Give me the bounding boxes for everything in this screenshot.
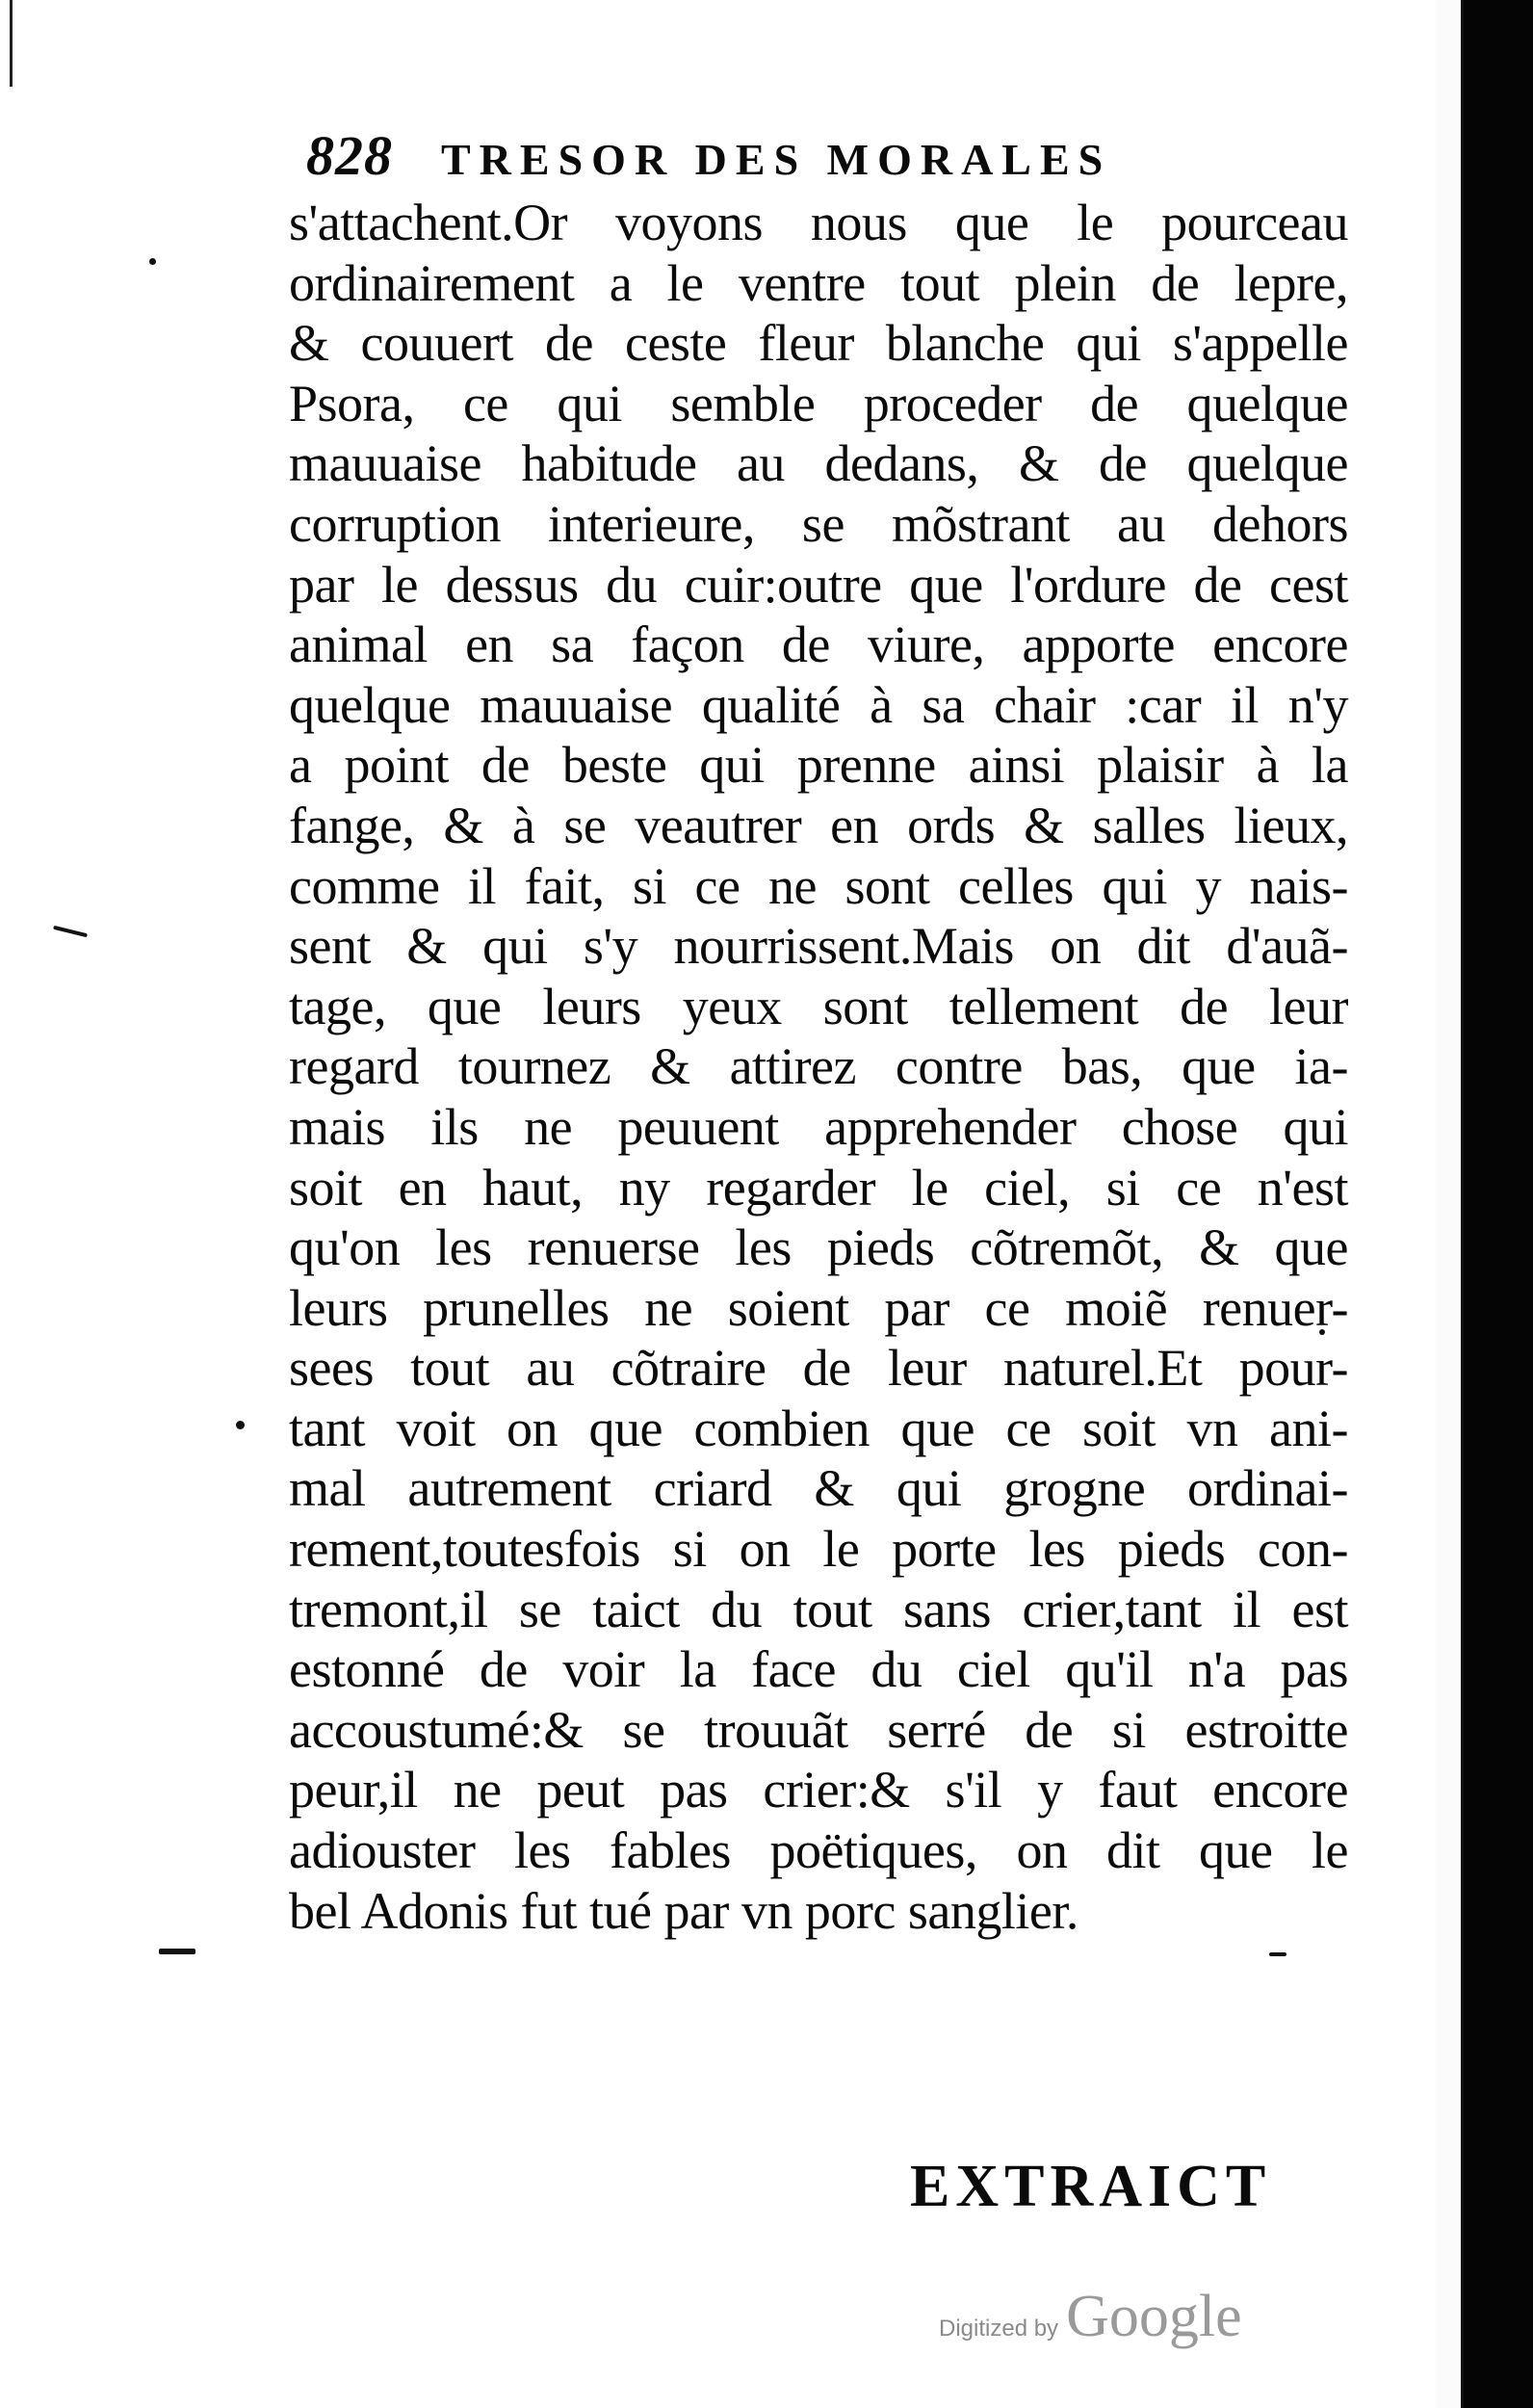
text-line: mauuaise habitude au dedans, & de quelque <box>289 434 1348 493</box>
text-line: adiouster les fables poëtiques, on dit que le <box>289 1821 1348 1880</box>
text-line: tant voit on que combien que ce soit vn ani- <box>289 1399 1348 1457</box>
google-logo: Google <box>1066 2284 1242 2349</box>
text-line: rement,toutesfois si on le porte les pieds con- <box>289 1520 1348 1579</box>
text-line: estonné de voir la face du ciel qu'il n'a pas <box>289 1640 1348 1699</box>
digitization-watermark <box>939 2283 1242 2351</box>
text-line: corruption interieure, se mõstrant au dehors <box>289 494 1348 553</box>
text-line: tremont,il se taict du tout sans crier,tant il est <box>289 1580 1348 1638</box>
binding-shadow <box>1464 0 1533 2408</box>
text-line: ordinairement a le ventre tout plein de lepre, <box>289 253 1348 312</box>
text-line: fange, & à se veautrer en ords & salles lieux, <box>289 796 1348 854</box>
page-edge <box>1436 0 1464 2408</box>
body-text <box>289 193 1348 1941</box>
running-head <box>306 123 1173 191</box>
text-line: Psora, ce qui semble proceder de quelque <box>289 374 1348 432</box>
text-line: soit en haut, ny regarder le ciel, si ce n'est <box>289 1158 1348 1217</box>
text-line: par le dessus du cuir:outre que l'ordure de cest <box>289 555 1348 614</box>
text-line: comme il fait, si ce ne sont celles qui y nais- <box>289 856 1348 915</box>
ink-speck <box>149 258 156 265</box>
text-line: regard tournez & attirez contre bas, que ia- <box>289 1037 1348 1096</box>
text-line: mais ils ne peuuent apprehender chose qui <box>289 1097 1348 1156</box>
catchword: EXTRAICT <box>910 2154 1272 2219</box>
text-line: leurs prunelles ne soient par ce moiẽ renuer- <box>289 1278 1348 1337</box>
text-line: quelque mauuaise qualité à sa chair :car il n'y <box>289 675 1348 734</box>
margin-mark <box>159 1949 195 1954</box>
scan-edge-mark <box>10 0 13 87</box>
margin-mark <box>53 926 88 938</box>
text-line: animal en sa façon de viure, apporte encore <box>289 615 1348 674</box>
text-line: sent & qui s'y nourrissent.Mais on dit d'auã- <box>289 917 1348 976</box>
watermark-prefix: Digitized by <box>939 2316 1059 2342</box>
text-line: s'attachent.Or voyons nous que le pourceau <box>289 194 1348 251</box>
ink-speck <box>236 1421 245 1429</box>
text-line: accoustumé:& se trouuãt serré de si estroitte <box>289 1700 1348 1759</box>
text-line: tage, que leurs yeux sont tellement de leur <box>289 977 1348 1035</box>
text-line: bel Adonis fut tué par vn porc sanglier. <box>289 1881 1078 1940</box>
text-line: mal autrement criard & qui grogne ordinai- <box>289 1459 1348 1518</box>
text-line: peur,il ne peut pas crier:& s'il y faut encore <box>289 1761 1348 1819</box>
text-line: a point de beste qui prenne ainsi plaisir à la <box>289 736 1348 795</box>
page-number: 828 <box>306 124 393 187</box>
text-line: sees tout au cõtraire de leur naturel.Et pour- <box>289 1339 1348 1398</box>
running-title: TRESOR DES MORALES <box>441 135 1112 184</box>
margin-mark <box>1269 1952 1286 1956</box>
text-line: qu'on les renuerse les pieds cõtremõt, & que <box>289 1218 1348 1277</box>
text-line: & couuert de ceste fleur blanche qui s'appelle <box>289 314 1348 373</box>
